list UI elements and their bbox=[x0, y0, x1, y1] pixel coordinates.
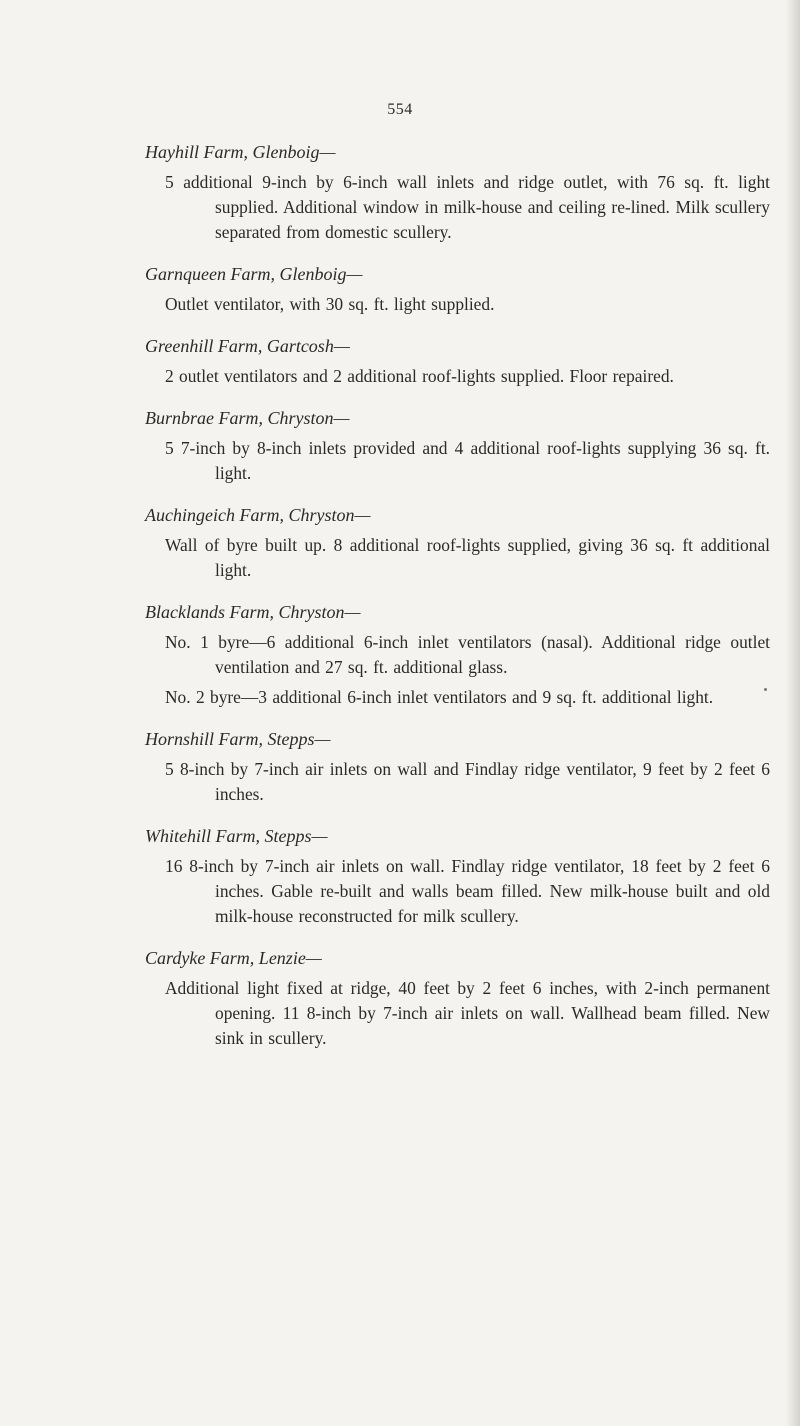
page-number: 554 bbox=[387, 101, 413, 118]
ink-speck bbox=[764, 688, 767, 691]
farm-heading: Whitehill Farm, Stepps— bbox=[145, 826, 328, 846]
entry-paragraph: 5 additional 9-inch by 6-inch wall inlets and ridge outlet, with 76 sq. ft. light supplied. Additional window in milk-house and ceiling re-lined. Milk scullery separated from domestic scullery. bbox=[165, 172, 770, 242]
entry-paragraph: 16 8-inch by 7-inch air inlets on wall. Findlay ridge ventilator, 18 feet by 2 feet 6 inches. Gable re-built and walls beam filled. New milk-house built and old milk-house reconstructed for milk scullery. bbox=[165, 856, 770, 926]
farm-entry bbox=[145, 946, 770, 1051]
farm-heading: Hornshill Farm, Stepps— bbox=[145, 729, 331, 749]
farm-heading: Blacklands Farm, Chryston— bbox=[145, 602, 361, 622]
entry-paragraph: Wall of byre built up. 8 additional roof-lights supplied, giving 36 sq. ft additional light. bbox=[165, 535, 770, 580]
farm-heading: Garnqueen Farm, Glenboig— bbox=[145, 264, 363, 284]
entry-paragraph: 5 8-inch by 7-inch air inlets on wall and Findlay ridge ventilator, 9 feet by 2 feet 6 inches. bbox=[165, 759, 770, 804]
entry-paragraph: No. 2 byre—3 additional 6-inch inlet ventilators and 9 sq. ft. additional light. bbox=[165, 687, 714, 707]
entry-paragraph: No. 1 byre—6 additional 6-inch inlet ventilators (nasal). Additional ridge outlet ventilation and 27 sq. ft. additional glass. bbox=[165, 632, 770, 677]
entry-paragraph: Additional light fixed at ridge, 40 feet by 2 feet 6 inches, with 2-inch permanent opening. 11 8-inch by 7-inch air inlets on wall. Wallhead beam filled. New sink in scullery. bbox=[165, 978, 770, 1048]
farm-heading: Greenhill Farm, Gartcosh— bbox=[145, 336, 350, 356]
entry-paragraph: 5 7-inch by 8-inch inlets provided and 4 additional roof-lights supplying 36 sq. ft. light. bbox=[165, 438, 770, 483]
farm-heading: Burnbrae Farm, Chryston— bbox=[145, 408, 350, 428]
farm-entry bbox=[145, 334, 770, 389]
document-body bbox=[145, 140, 770, 1068]
farm-entry bbox=[145, 727, 770, 807]
entry-paragraph: 2 outlet ventilators and 2 additional roof-lights supplied. Floor repaired. bbox=[165, 366, 674, 386]
farm-entry bbox=[145, 600, 770, 710]
farm-entry bbox=[145, 140, 770, 245]
farm-entry bbox=[145, 503, 770, 583]
farm-heading: Hayhill Farm, Glenboig— bbox=[145, 142, 336, 162]
farm-entry bbox=[145, 406, 770, 486]
farm-entry bbox=[145, 262, 770, 317]
page-edge-shadow bbox=[786, 0, 800, 1426]
farm-heading: Auchingeich Farm, Chryston— bbox=[145, 505, 371, 525]
farm-heading: Cardyke Farm, Lenzie— bbox=[145, 948, 322, 968]
entry-paragraph: Outlet ventilator, with 30 sq. ft. light supplied. bbox=[165, 294, 495, 314]
farm-entry bbox=[145, 824, 770, 929]
